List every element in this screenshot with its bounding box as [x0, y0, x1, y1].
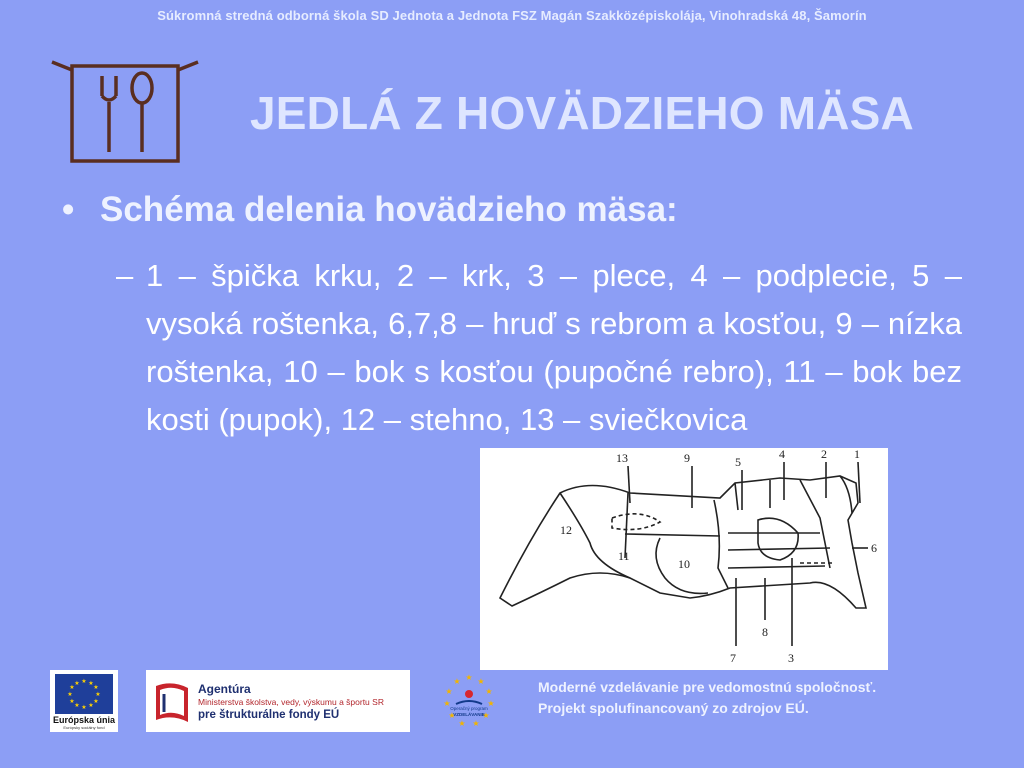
eu-flag-icon [55, 674, 113, 714]
diagram-label: 1 [854, 448, 860, 461]
svg-text:★: ★ [74, 702, 80, 709]
diagram-label: 13 [616, 451, 628, 465]
eu-logo [50, 670, 118, 732]
slide-title: JEDLÁ Z HOVÄDZIEHO MÄSA [250, 87, 914, 139]
diagram-label: 12 [560, 523, 572, 537]
svg-text:★: ★ [453, 677, 461, 686]
op-vzdelavanie-logo [436, 670, 502, 732]
svg-text:★: ★ [81, 678, 87, 685]
op-caption-line1: Operačný program [450, 706, 488, 711]
svg-text:★: ★ [93, 698, 99, 705]
book-icon [152, 676, 192, 726]
diagram-label: 5 [735, 455, 741, 469]
svg-text:★: ★ [93, 684, 99, 691]
svg-text:★: ★ [88, 702, 94, 709]
svg-text:★: ★ [445, 687, 453, 696]
diagram-label: 8 [762, 625, 768, 639]
sub-bullet-item [116, 252, 962, 444]
carcass-outline [500, 476, 866, 608]
bullet-label: Schéma delenia hovädzieho mäsa: [100, 190, 678, 229]
footer-line-2: Projekt spolufinancovaný zo zdrojov EÚ. [538, 700, 809, 716]
beef-cuts-diagram [480, 448, 888, 670]
agency-name: Agentúra [198, 682, 251, 696]
agency-funds: pre štrukturálne fondy EÚ [198, 709, 340, 721]
svg-text:★: ★ [477, 677, 485, 686]
bullet-item [62, 190, 678, 230]
svg-text:★: ★ [81, 704, 87, 711]
diagram-label: 7 [730, 651, 736, 665]
sub-bullet-text: 1 – špička krku, 2 – krk, 3 – plece, 4 – podplecie, 5 – vysoká roštenka, 6,7,8 – hruď s rebrom a kosťou, 9 – nízka roštenka, 10 – bok s kosťou (pupočné rebro), 11 – bok bez kosti (pupok), 12 – stehno, 13 – sviečkovica [146, 258, 962, 437]
svg-text:★: ★ [74, 680, 80, 687]
footer-line-1: Moderné vzdelávanie pre vedomostnú spoločnosť. [538, 679, 877, 695]
agency-logo [146, 670, 410, 732]
diagram-label: 6 [871, 541, 877, 555]
svg-text:★: ★ [69, 698, 75, 705]
svg-text:★: ★ [465, 673, 473, 682]
fork-spoon-icon [50, 56, 200, 166]
diagram-label: 10 [678, 557, 690, 571]
svg-text:★: ★ [95, 691, 101, 698]
svg-text:★: ★ [458, 719, 466, 728]
diagram-label: 2 [821, 448, 827, 461]
diagram-label: 3 [788, 651, 794, 665]
footer-text [538, 677, 876, 719]
svg-text:★: ★ [69, 684, 75, 691]
eu-caption: Európska únia [52, 715, 115, 725]
bullet-marker: • [62, 190, 75, 229]
svg-text:★: ★ [485, 687, 493, 696]
svg-text:★: ★ [448, 711, 456, 720]
svg-text:★: ★ [487, 699, 495, 708]
op-caption-line2: VZDELÁVANIE [453, 712, 485, 717]
svg-text:★: ★ [88, 680, 94, 687]
svg-text:★: ★ [472, 719, 480, 728]
svg-text:★: ★ [482, 711, 490, 720]
school-header: Súkromná stredná odborná škola SD Jednota a Jednota FSZ Magán Szakközépiskolája, Vinohradská 48, Šamorín [157, 8, 867, 23]
diagram-label: 11 [618, 549, 630, 563]
diagram-label: 4 [779, 448, 785, 461]
diagram-label: 9 [684, 451, 690, 465]
agency-ministry: Ministerstva školstva, vedy, výskumu a športu SR [198, 697, 384, 707]
svg-text:★: ★ [443, 699, 451, 708]
eu-subcaption: Európsky sociálny fond [63, 725, 105, 730]
svg-text:★: ★ [67, 691, 73, 698]
sub-bullet-marker: – [116, 258, 134, 293]
